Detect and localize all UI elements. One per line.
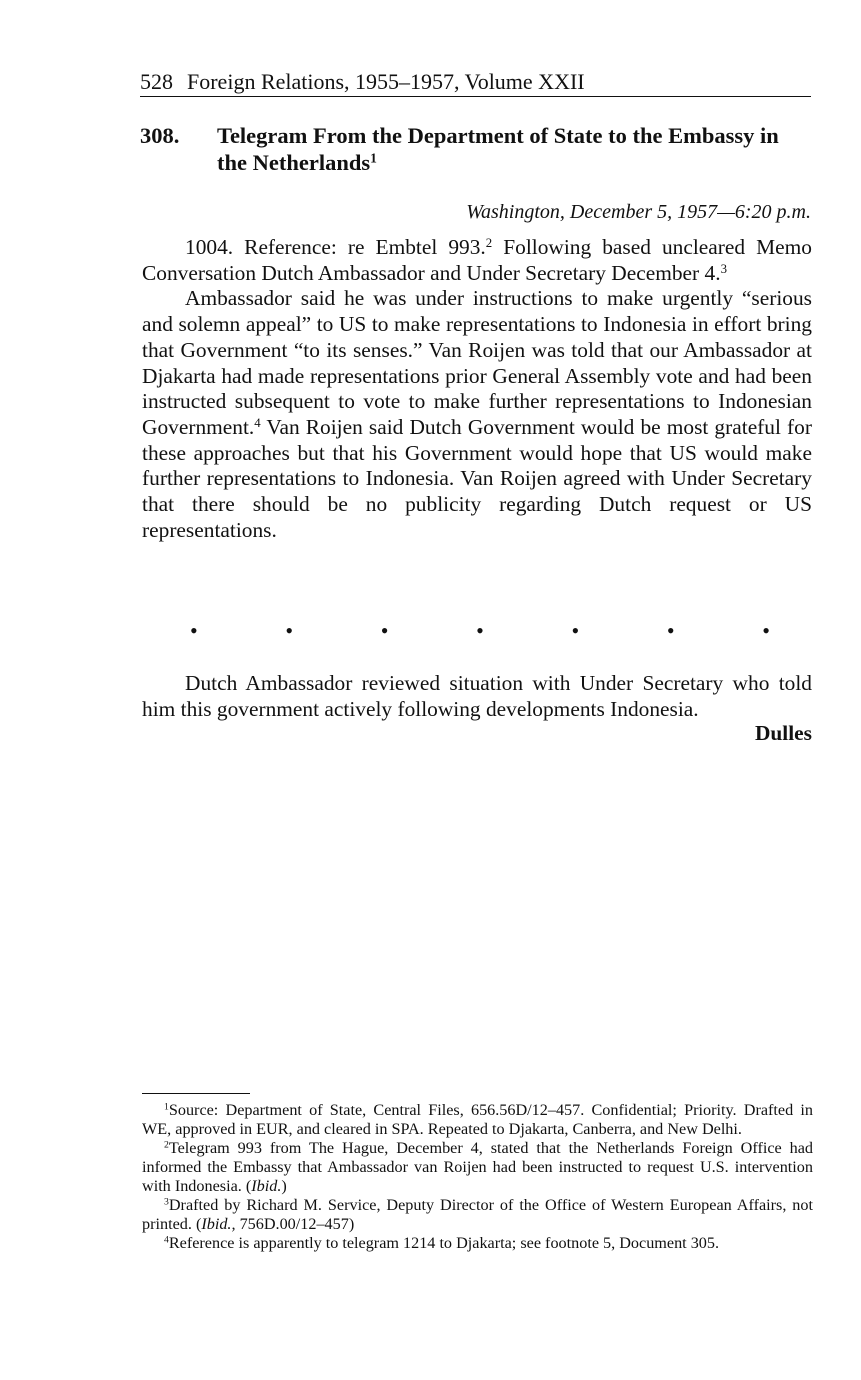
closing-paragraph: Dutch Ambassador reviewed situation with Under Secretary who told him this government actively following developments Indonesia. — [142, 671, 812, 721]
body-text-span: Van Roijen said Dutch Government would be most grateful for these approaches but that his Government would hope that US would make further representations to Indonesia. Van Roijen agreed with Under Secretary that there should be no publicity regarding Dutch request or US representations. — [142, 414, 812, 542]
footnote-3 — [142, 1196, 813, 1234]
ellipsis-dot: • — [666, 618, 675, 643]
footnote-divider — [142, 1093, 250, 1094]
signature: Dulles — [754, 721, 812, 745]
footnote-4 — [142, 1234, 813, 1253]
ellipsis-dot: • — [380, 618, 389, 643]
footnote-mark: 1 — [164, 1101, 169, 1113]
dateline: Washington, December 5, 1957—6:20 p.m. — [466, 201, 811, 223]
body-text-span: 1004. Reference: re Embtel 993. — [185, 235, 486, 259]
footnote-ref-4[interactable]: 4 — [254, 415, 261, 430]
body-paragraph — [142, 286, 812, 543]
footnote-ref-3[interactable]: 3 — [720, 261, 727, 276]
footnote-2 — [142, 1139, 813, 1196]
document-title — [217, 122, 811, 176]
footnote-italic: Ibid. — [251, 1177, 282, 1195]
footnote-mark: 4 — [164, 1234, 169, 1246]
footnote-text: Telegram 993 from The Hague, December 4, stated that the Netherlands Foreign Office had informed the Embassy that Ambassador van Roijen had been instructed to request U.S. intervention with Indonesia. ( — [142, 1139, 813, 1195]
body-paragraph — [142, 235, 812, 286]
document-number: 308. — [140, 123, 180, 148]
document-title-text: Telegram From the Department of State to the Embassy in the Netherlands — [217, 123, 779, 175]
body-text-span: Ambassador said he was under instructions to make urgently “serious and solemn appeal” to US to make representations to Indonesia in effort bring that Government “to its senses.” Van Roijen was told that our Ambassador at Djakarta had made representations prior General Assembly vote and had been instructed subsequent to vote to make further representations to Indonesian Government. — [142, 286, 812, 439]
footnote-tail: 756D.00/12–457) — [235, 1215, 355, 1233]
running-head — [140, 68, 811, 97]
footnote-ref-2[interactable]: 2 — [485, 235, 493, 250]
footnote-mark: 3 — [164, 1196, 169, 1208]
ellipsis-dot: • — [190, 618, 198, 643]
telegram-body — [142, 235, 812, 543]
body-text-span: Following based uncleared Memo Conversation Dutch Ambassador and Under Secretary December 4. — [142, 235, 812, 285]
page-number: 528 — [140, 69, 173, 94]
footnote-tail: ) — [281, 1177, 287, 1195]
footnote-text: Drafted by Richard M. Service, Deputy Director of the Office of Western European Affairs, not printed. ( — [142, 1196, 813, 1233]
footnote-ref-1[interactable]: 1 — [370, 150, 377, 166]
footnote-text: Reference is apparently to telegram 1214 to Djakarta; see footnote 5, Document 305. — [168, 1234, 720, 1252]
closing-section — [142, 671, 812, 722]
footnote-mark: 2 — [164, 1139, 169, 1151]
ellipsis-dot: • — [285, 618, 294, 643]
volume-title: Foreign Relations, 1955–1957, Volume XXII — [187, 69, 585, 94]
footnote-text: Source: Department of State, Central Files, 656.56D/12–457. Confidential; Priority. Drafted in WE, approved in EUR, and cleared in SPA. Repeated to Djakarta, Canberra, and New Delhi. — [142, 1101, 813, 1138]
ellipsis-dot: • — [762, 618, 770, 643]
footnote-1 — [142, 1101, 813, 1139]
omission-ellipsis — [190, 618, 770, 644]
ellipsis-dot: • — [571, 618, 580, 643]
footnotes — [142, 1101, 813, 1253]
ellipsis-dot: • — [476, 618, 484, 643]
footnote-italic: Ibid., — [201, 1215, 236, 1233]
